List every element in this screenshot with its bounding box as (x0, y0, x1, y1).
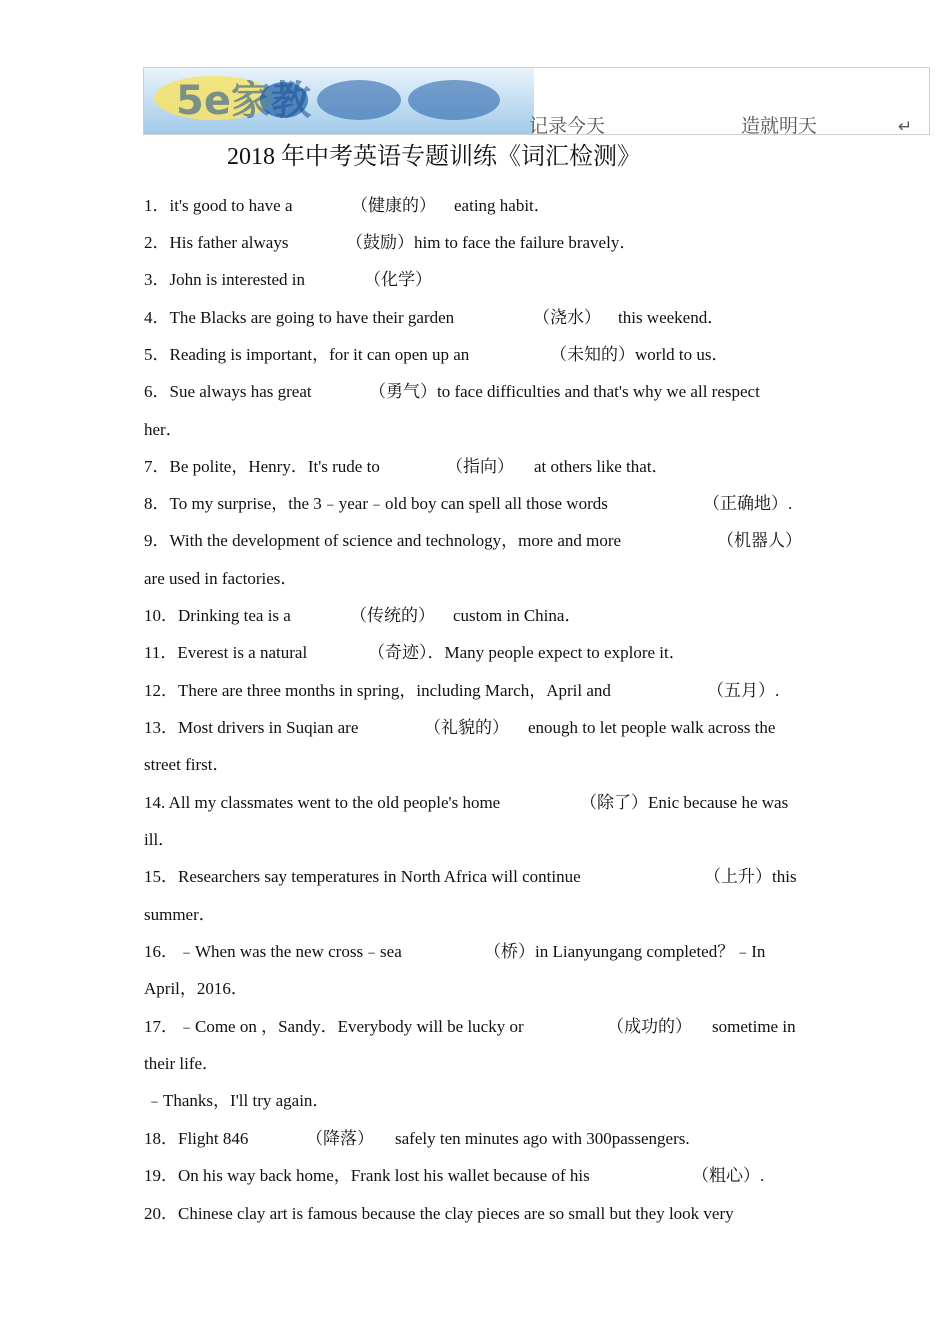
question-text: 1．it's good to have a (144, 196, 293, 215)
question-text: at others like that． (534, 457, 669, 476)
return-arrow-icon: ↵ (898, 117, 913, 135)
question-text: 14. All my classmates went to the old people's home (144, 793, 501, 812)
question-text: eating habit． (454, 196, 551, 215)
question-text: （五月）. (707, 681, 780, 700)
question-text: （未知的）world to us． (550, 345, 729, 364)
question-text: （除了）Enic because he was (580, 793, 789, 812)
question-text: her． (144, 420, 183, 439)
question-text: 3．John is interested in (144, 270, 306, 289)
question-text: （机器人） (717, 531, 802, 550)
question-text: （勇气）to face difficulties and that's why we all respect (369, 382, 760, 401)
question-text: 20．Chinese clay art is famous because the clay pieces are so small but they look very (144, 1204, 734, 1223)
question-text: 9．With the development of science and technology，more and more (144, 531, 622, 550)
banner-logo-jiao-shape (408, 80, 500, 120)
question-text: are used in factories． (144, 569, 298, 588)
question-text: （粗心）. (692, 1166, 765, 1185)
question-text: enough to let people walk across the (528, 718, 776, 737)
question-text: （指向） (446, 457, 514, 476)
question-text: （奇迹）．Many people expect to explore it． (368, 643, 686, 662)
question-text: April，2016． (144, 979, 248, 998)
question-text: custom in China． (453, 606, 582, 625)
question-text: 8．To my surprise，the 3﹣year﹣old boy can spell all those words (144, 494, 608, 513)
banner-logo-graphic (144, 68, 930, 135)
question-text: （化学） (364, 270, 432, 289)
question-text: 11．Everest is a natural (144, 643, 308, 662)
question-text: 17．﹣Come on ，Sandy．Everybody will be lucky or (144, 1017, 524, 1036)
question-text: safely ten minutes ago with 300passengers. (395, 1129, 690, 1148)
question-text: 15．Researchers say temperatures in North Africa will continue (144, 867, 581, 886)
question-text: 19．On his way back home，Frank lost his wallet because of his (144, 1166, 590, 1185)
header-banner (143, 67, 930, 135)
question-text: （健康的） (351, 196, 436, 215)
question-text: 4．The Blacks are going to have their garden (144, 308, 455, 327)
question-text: 6．Sue always has great (144, 382, 312, 401)
question-text: this weekend． (618, 308, 725, 327)
question-text: （正确地）. (703, 494, 793, 513)
question-text: 13．Most drivers in Suqian are (144, 718, 359, 737)
question-text: ﹣Thanks，I'll try again． (146, 1091, 330, 1110)
question-text: （桥）in Lianyungang completed？﹣In (484, 942, 766, 961)
question-text: 7．Be polite，Henry．It's rude to (144, 457, 380, 476)
banner-slogan-right: 造就明天 (741, 115, 818, 135)
banner-logo-jia-shape (317, 80, 401, 120)
question-text: 16．﹣When was the new cross﹣sea (144, 942, 402, 961)
question-text: （礼貌的） (424, 718, 509, 737)
question-text: their life． (144, 1054, 220, 1073)
question-text: 18．Flight 846 (144, 1129, 249, 1148)
question-text: 5．Reading is important，for it can open up an (144, 345, 470, 364)
page-title: 2018 年中考英语专题训练《词汇检测》 (227, 144, 641, 170)
question-text: ill． (144, 830, 176, 849)
question-text: sometime in (712, 1017, 796, 1036)
banner-logo-text: 5e家教 (176, 78, 311, 124)
question-text: （上升）this (704, 867, 797, 886)
question-text: 10．Drinking tea is a (144, 606, 291, 625)
question-text: street first． (144, 755, 230, 774)
question-text: （成功的） (607, 1017, 692, 1036)
question-text: （降落） (306, 1129, 374, 1148)
question-text: （浇水） (533, 308, 601, 327)
question-text: （传统的） (350, 606, 435, 625)
question-text: （鼓励）him to face the failure bravely． (346, 233, 637, 252)
question-text: summer． (144, 905, 216, 924)
question-text: 12．There are three months in spring，including March，April and (144, 681, 611, 700)
banner-slogan-left: 记录今天 (529, 115, 606, 135)
question-text: 2．His father always (144, 233, 289, 252)
